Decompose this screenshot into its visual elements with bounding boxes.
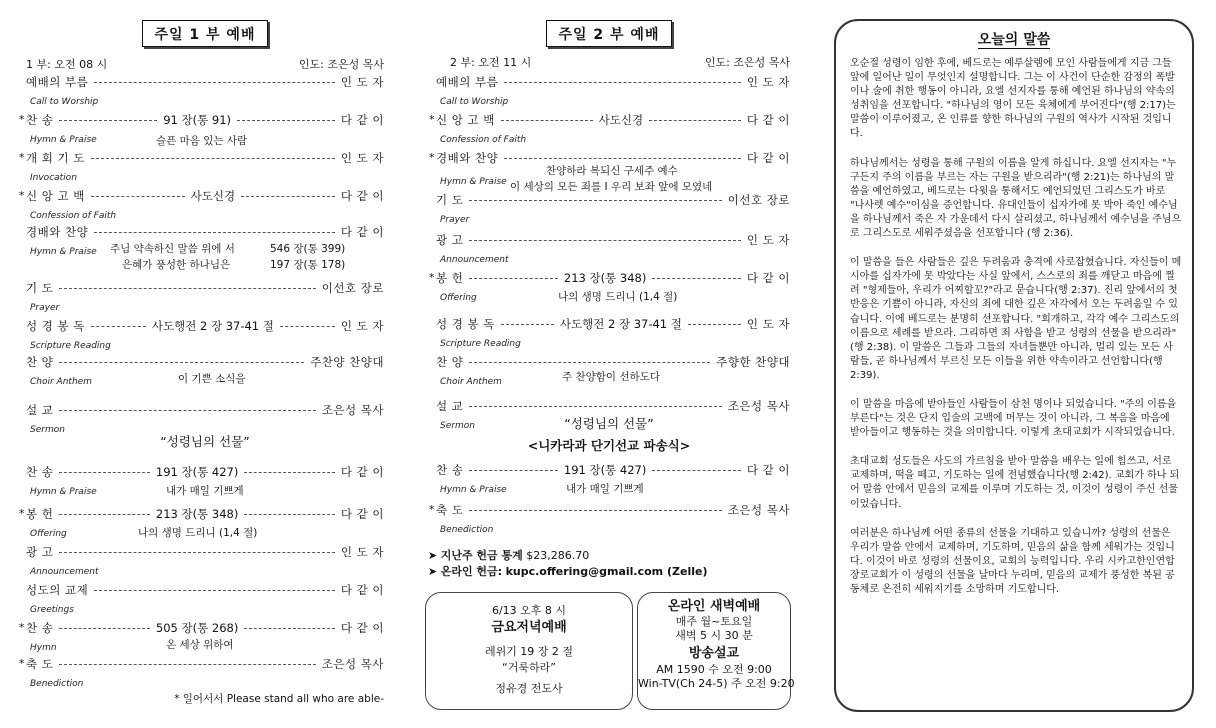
leader-dots <box>59 628 150 629</box>
standing-mark: * <box>19 151 25 164</box>
order-item-detail: 사도신경 <box>596 112 646 128</box>
order-item-leader: 다 같 이 <box>338 188 384 204</box>
order-item-english: Prayer <box>440 215 470 225</box>
service2-sermon-title: “성령님의 선물” <box>564 416 654 431</box>
standing-mark: * <box>19 507 25 520</box>
standing-mark: * <box>19 657 25 670</box>
order-item <box>26 544 384 560</box>
order-item <box>26 354 384 370</box>
order-item-detail: 사도신경 <box>188 188 238 204</box>
order-item <box>436 354 790 370</box>
order-item <box>19 112 385 128</box>
word-paragraph: 여러분은 하나님께 어떤 종류의 선물을 기대하고 있습니까? 성령의 선물은 우리가 말씀 안에서 교제하며, 기도하며, 믿음의 삶을 함께 세워가는 것입니다. 이것이 바로 성령의 선물이요, 교회의 능력입니다. 우리 시카고한인연합장로교회가 이 성령의 선물을 날마다 누리며, 믿음의 교제가 풍성한 복된 공동체로 온전히 세워지기를 소망하며 기도합니다. <box>850 527 1175 595</box>
order-item-label: 성 경 봉 독 <box>26 318 88 334</box>
service2-header-row <box>450 56 790 70</box>
hymn-title: 주 찬양함이 선하도다 <box>562 371 660 383</box>
leader-dots <box>504 158 741 159</box>
order-item <box>436 74 790 90</box>
order-item-leader: 다 같 이 <box>338 224 384 240</box>
order-item-leader: 다 같 이 <box>338 112 384 128</box>
leader-dots <box>91 326 146 327</box>
order-item-english: Scripture Reading <box>440 339 521 349</box>
order-item-label: 광 고 <box>26 544 56 560</box>
order-item-leader: 조은성 목사 <box>319 656 384 672</box>
leader-dots <box>94 232 335 233</box>
order-item-english: Announcement <box>440 255 509 265</box>
order-item-detail: 사도행전 2 장 37-41 절 <box>557 316 685 332</box>
hymn-title: 이 기쁜 소식을 <box>178 373 246 385</box>
order-item <box>19 620 385 636</box>
order-item-detail: 191 장(통 427) <box>153 464 241 480</box>
order-item-english: Call to Worship <box>30 97 99 107</box>
leader-dots <box>244 472 335 473</box>
order-item-english: Hymn & Praise <box>30 247 97 257</box>
order-item-leader: 인 도 자 <box>338 150 384 166</box>
order-item-english: Choir Anthem <box>440 377 502 387</box>
hymn-number: 197 장(통 178) <box>270 259 346 271</box>
order-item-label: 성 경 봉 독 <box>436 316 498 332</box>
order-item-label: 광 고 <box>436 232 466 248</box>
order-item-leader: 다 같 이 <box>338 464 384 480</box>
order-item-detail: 191 장(통 427) <box>561 462 649 478</box>
order-item-english: Hymn & Praise <box>440 177 507 187</box>
order-item <box>26 464 384 480</box>
dawn-days: 매주 월~토요일 <box>675 615 753 628</box>
friday-sermon: “거룩하라” <box>502 661 556 674</box>
order-item <box>26 280 384 296</box>
leader-dots <box>652 278 741 279</box>
hymn-title: 나의 생명 드리니 (1,4 절) <box>558 291 678 303</box>
friday-date: 6/13 오후 8 시 <box>491 604 567 617</box>
order-item-label: 봉 헌 <box>26 506 56 522</box>
order-item-english: Benediction <box>30 679 84 689</box>
leader-dots <box>59 552 334 553</box>
leader-dots <box>237 120 335 121</box>
order-item-leader: 이선호 장로 <box>319 280 384 296</box>
hymn-title: 온 세상 위하여 <box>166 639 234 651</box>
leader-dots <box>469 240 740 241</box>
leader-dots <box>244 628 335 629</box>
broadcast-title: 방송설교 <box>688 646 740 661</box>
todays-word-title: 오늘의 말씀 <box>977 32 1051 48</box>
order-item-leader: 인 도 자 <box>338 74 384 90</box>
order-item-leader: 주찬양 찬양대 <box>307 354 384 370</box>
order-item-english: Greetings <box>30 605 74 615</box>
leader-dots <box>501 120 593 121</box>
hymn-title: 은혜가 풍성한 하나님은 <box>122 259 231 271</box>
order-item-label: 경배와 찬양 <box>436 150 501 166</box>
order-item-label: 찬 송 <box>26 464 56 480</box>
hymn-title: 내가 매일 기쁘게 <box>566 483 644 495</box>
order-item <box>26 402 384 418</box>
standing-mark: * <box>429 271 435 284</box>
service2-leader: 인도: 조은성 목사 <box>704 56 790 69</box>
order-item-english: Scripture Reading <box>30 341 111 351</box>
hymn-title: 슬픈 마음 있는 사람 <box>156 135 248 147</box>
order-item-english: Hymn <box>30 643 57 653</box>
leader-dots <box>59 514 150 515</box>
dawn-time: 새벽 5 시 30 분 <box>675 629 753 642</box>
order-item-detail: 91 장(통 91) <box>160 112 234 128</box>
order-item-label: 찬 송 <box>26 620 56 636</box>
order-item-label: 찬 양 <box>26 354 56 370</box>
order-item-leader: 다 같 이 <box>744 112 790 128</box>
standing-mark: * <box>429 151 435 164</box>
order-item-leader: 다 같 이 <box>744 270 790 286</box>
order-item-label: 찬 양 <box>436 354 466 370</box>
standing-mark: * <box>429 503 435 516</box>
order-item <box>19 150 384 166</box>
hymn-title: 주님 약속하신 말씀 위에 서 <box>110 243 235 255</box>
leader-dots <box>469 278 558 279</box>
service1-leader: 인도: 조은성 목사 <box>298 58 384 71</box>
leader-dots <box>59 664 315 665</box>
leader-dots <box>241 196 335 197</box>
order-item-leader: 조은성 목사 <box>725 398 790 414</box>
order-item-english: Invocation <box>30 173 77 183</box>
hymn-number: 546 장(통 399) <box>270 243 346 255</box>
order-item-label: 설 교 <box>26 402 56 418</box>
service2-time: 2 부: 오전 11 시 <box>450 56 532 69</box>
standing-mark: * <box>19 621 25 634</box>
order-item-label: 봉 헌 <box>436 270 466 286</box>
friday-preacher: 정유경 전도사 <box>495 682 563 695</box>
leader-dots <box>59 410 315 411</box>
offering-stats: ➤ 지난주 헌금 통계 $23,286.70 <box>428 549 590 562</box>
broadcast-am: AM 1590 수 오전 9:00 <box>656 663 772 676</box>
order-item-english: Sermon <box>440 421 475 431</box>
word-paragraph: 초대교회 성도들은 사도의 가르침을 받아 말씀을 배우는 일에 힘쓰고, 서로 교제하며, 떡을 떼고, 기도하는 일에 전념했습니다(행 2:42). 교회가 하나 되어 말씀 안에서 믿음의 교제를 이루며 기도하는 것, 이것이 성령이 주신 선물이었습니다. <box>850 456 1180 510</box>
word-paragraph: 이 말씀을 들은 사람들은 깊은 두려움과 충격에 사로잡혔습니다. 자신들이 메시아를 십자가에 못 박았다는 사실 앞에서, 스스로의 죄를 깨닫고 마음에 찔려 "형제들아, 우리가 어찌할꼬?"라고 묻습니다(행 2:37). 진리 앞에서의 첫 반응은 기쁨이 아니라, 자신의 죄에 대한 깊은 자각에서 오는 두려움일 수 있습니다. 이에 베드로는 분명히 선포합니다. "회개하고, 각각 예수 그리스도의 이름으로 세례를 받으라. 그리하면 죄 사함을 받고 성령의 선물을 받으리라"(행 2:38). 이 말씀은 그들과 그들의 자녀들뿐만 아니라, 멀리 있는 모든 사람들, 곧 하나님께서 부르신 모든 이들을 위한 약속이라고 선언합니다(행 2:39). <box>850 257 1182 381</box>
order-item-label: 기 도 <box>436 192 466 208</box>
order-item-english: Offering <box>30 529 67 539</box>
order-item-label: 개 회 기 도 <box>26 150 88 166</box>
hymn-title: 내가 매일 기쁘게 <box>166 485 244 497</box>
leader-dots <box>501 324 554 325</box>
order-item-leader: 다 같 이 <box>338 582 384 598</box>
standing-mark: * <box>429 113 435 126</box>
leader-dots <box>59 288 315 289</box>
leader-dots <box>59 472 150 473</box>
order-item-label: 성도의 교제 <box>26 582 91 598</box>
leader-dots <box>91 158 335 159</box>
order-item-label: 기 도 <box>26 280 56 296</box>
order-item-leader: 이선호 장로 <box>725 192 790 208</box>
order-item-label: 설 교 <box>436 398 466 414</box>
order-item <box>19 506 385 522</box>
standing-mark: * <box>19 189 25 202</box>
order-item-leader: 조은성 목사 <box>319 402 384 418</box>
leader-dots <box>280 326 335 327</box>
order-item-english: Hymn & Praise <box>440 485 507 495</box>
order-item-english: Prayer <box>30 303 60 313</box>
order-item-english: Hymn & Praise <box>30 135 97 145</box>
order-item-leader: 다 같 이 <box>744 150 790 166</box>
order-item-leader: 다 같 이 <box>744 462 790 478</box>
service1-sermon-title: “성령님의 선물” <box>160 434 250 449</box>
hymn-title: 이 세상의 모든 죄를 I 우리 보좌 앞에 모였네 <box>510 181 713 193</box>
arrow-bullet-icon: ➤ <box>428 565 438 578</box>
order-item-english: Announcement <box>30 567 99 577</box>
order-item <box>19 188 385 204</box>
todays-word-panel <box>834 19 1194 712</box>
service1-footnote: * 일어서서 Please stand all who are able- <box>174 693 384 705</box>
order-item-leader: 주향한 찬양대 <box>713 354 790 370</box>
order-item-detail: 213 장(통 348) <box>153 506 241 522</box>
order-item-leader: 인 도 자 <box>744 316 790 332</box>
leader-dots <box>94 82 335 83</box>
leader-dots <box>649 120 741 121</box>
service2-special-event: <니카라과 단기선교 파송식> <box>527 438 691 453</box>
order-item <box>429 502 790 518</box>
leader-dots <box>244 514 335 515</box>
order-item <box>436 316 790 332</box>
order-item-english: Confession of Faith <box>440 135 527 145</box>
order-item <box>436 398 790 414</box>
order-item <box>26 74 384 90</box>
hymn-title: 나의 생명 드리니 (1,4 절) <box>138 527 258 539</box>
online-offering: ➤ 온라인 헌금: kupc.offering@gmail.com (Zelle) <box>428 565 708 578</box>
order-item-label: 찬 송 <box>26 112 56 128</box>
order-item-leader: 인 도 자 <box>744 232 790 248</box>
order-item-label: 신 앙 고 백 <box>436 112 498 128</box>
order-item-label: 축 도 <box>436 502 466 518</box>
leader-dots <box>94 590 335 591</box>
leader-dots <box>469 510 721 511</box>
order-item-english: Offering <box>440 293 477 303</box>
leader-dots <box>469 362 710 363</box>
dawn-title: 온라인 새벽예배 <box>667 599 761 614</box>
dawn-service-box <box>637 592 795 710</box>
order-item <box>436 232 790 248</box>
leader-dots <box>504 82 741 83</box>
order-item-label: 찬 송 <box>436 462 466 478</box>
leader-dots <box>469 406 721 407</box>
order-item-leader: 다 같 이 <box>338 506 384 522</box>
order-item-detail: 사도행전 2 장 37-41 절 <box>149 318 277 334</box>
order-item <box>26 582 384 598</box>
order-item-label: 신 앙 고 백 <box>26 188 88 204</box>
order-item-english: Choir Anthem <box>30 377 92 387</box>
service2-title: 주일 2 부 예배 <box>546 20 673 47</box>
order-item-leader: 인 도 자 <box>744 74 790 90</box>
order-item <box>26 224 384 240</box>
arrow-bullet-icon: ➤ <box>428 549 438 562</box>
leader-dots <box>688 324 741 325</box>
standing-mark: * <box>19 113 25 126</box>
leader-dots <box>652 470 741 471</box>
order-item-leader: 조은성 목사 <box>725 502 790 518</box>
hymn-title: 찬양하라 복되신 구세주 예수 <box>546 165 678 177</box>
order-item-label: 예배의 부름 <box>26 74 91 90</box>
service1-header-row <box>26 58 384 72</box>
leader-dots <box>91 196 185 197</box>
leader-dots <box>59 120 157 121</box>
order-item <box>26 318 384 334</box>
todays-word-body <box>850 57 1182 612</box>
friday-service-box <box>425 592 633 710</box>
service1-title: 주일 1 부 예배 <box>142 20 269 47</box>
leader-dots <box>469 200 721 201</box>
order-item-label: 축 도 <box>26 656 56 672</box>
order-item <box>429 270 791 286</box>
order-item-english: Hymn & Praise <box>30 487 97 497</box>
order-item <box>19 656 384 672</box>
order-item-leader: 인 도 자 <box>338 544 384 560</box>
order-item-english: Sermon <box>30 425 65 435</box>
leader-dots <box>469 470 558 471</box>
word-paragraph: 오순절 성령이 임한 후에, 베드로는 예루살렘에 모인 사람들에게 지금 그들 앞에 일어난 일이 무엇인지 설명합니다. 그는 이 사건이 단순한 감정의 폭발이나 술에 취한 행동이 아니라, 요엘 선지자를 통해 예언된 하나님의 약속의 성취임을 선포합니다. "하나님의 영이 모든 육체에게 부어진다"(행 2:17)는 말씀이 이루어졌고, 온 인류를 향한 하나님의 구원의 역사가 시작된 것입니다. <box>850 58 1176 140</box>
order-item-leader: 다 같 이 <box>338 620 384 636</box>
leader-dots <box>59 362 304 363</box>
order-item-english: Call to Worship <box>440 97 509 107</box>
friday-title: 금요저녁예배 <box>491 620 567 635</box>
order-item-label: 경배와 찬양 <box>26 224 91 240</box>
order-item-label: 예배의 부름 <box>436 74 501 90</box>
order-item <box>429 112 791 128</box>
service1-time: 1 부: 오전 08 시 <box>26 58 108 71</box>
order-item <box>436 192 790 208</box>
word-paragraph: 하나님께서는 성령을 통해 구원의 이름을 알게 하십니다. 요엘 선지자는 "누구든지 주의 이름을 부르는 자는 구원을 받으리라"(행 2:21)는 하나님의 말씀을 예언하였고, 베드로는 다윗을 통해서도 예언되었던 그리스도가 바로 "나사렛 예수"이심을 증언합니다. 유대인들이 십자가에 못 박아 죽인 예수님을 하나님께서 죽은 자 가운데서 다시 살리셨고, 하나님께서 예수님을 주님으로 그리스도로 세워주셨음을 선포합니다 (행 2:36). <box>850 157 1182 240</box>
order-item-detail: 505 장(통 268) <box>153 620 241 636</box>
word-paragraph: 이 말씀을 마음에 받아들인 사람들이 삼천 명이나 되었습니다. "주의 이름을 부른다"는 것은 단지 입술의 고백에 머무는 것이 아니라, 그 복음을 마음에 받아들이고 행동하는 것을 의미합니다. 이렇게 초대교회가 시작되었습니다. <box>850 398 1177 439</box>
order-item-detail: 213 장(통 348) <box>561 270 649 286</box>
friday-scripture: 레위기 19 장 2 절 <box>484 645 574 658</box>
order-item-english: Confession of Faith <box>30 211 117 221</box>
offering-email[interactable]: kupc.offering@gmail.com (Zelle) <box>505 565 708 578</box>
order-item-leader: 인 도 자 <box>338 318 384 334</box>
order-item <box>436 462 790 478</box>
broadcast-tv: Win-TV(Ch 24-5) 주 오전 9:20 <box>638 677 795 690</box>
order-item-english: Benediction <box>440 525 494 535</box>
